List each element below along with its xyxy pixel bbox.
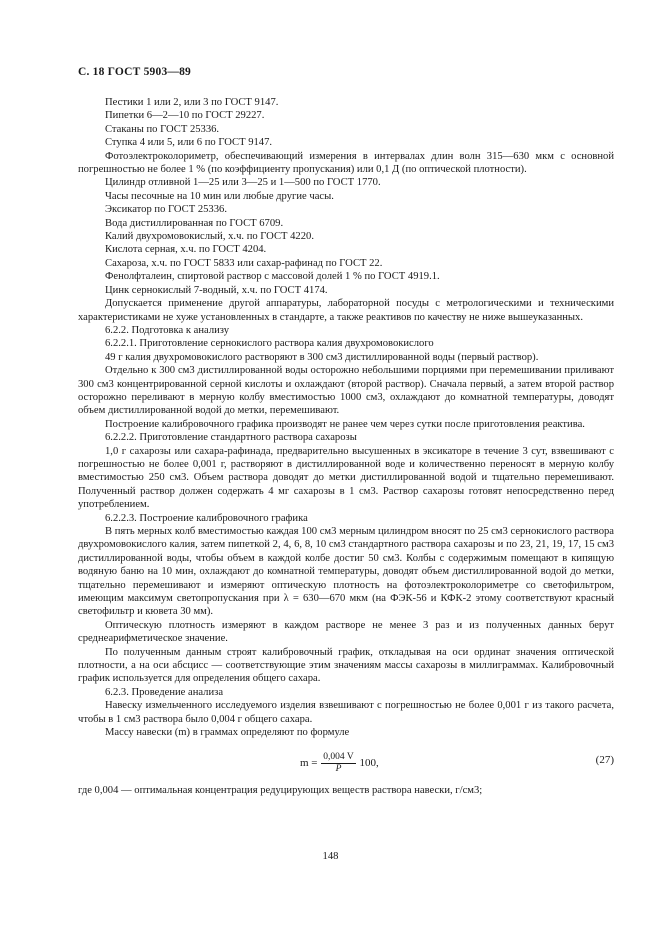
section-heading: 6.2.2.2. Приготовление стандартного раствора сахарозы: [105, 432, 357, 444]
section-heading: 6.2.3. Проведение анализа: [105, 686, 224, 698]
page-header: С. 18 ГОСТ 5903—89: [78, 66, 191, 78]
formula-rhs: 100,: [359, 756, 379, 769]
paragraph: Построение калибровочного графика производят не ранее чем через сутки после приготовления реактива.: [105, 418, 585, 430]
formula-27: [78, 744, 614, 778]
paragraph: 49 г калия двухромовокислого растворяют в 300 см3 дистиллированной воды (первый раствор).: [105, 351, 539, 363]
formula-number: (27): [595, 753, 614, 766]
section-heading: 6.2.2.1. Приготовление сернокислого раствора калия двухромовокислого: [105, 338, 434, 350]
paragraph: Фотоэлектроколориметр, обеспечивающий измерения в интервалах длин волн 315—630 мкм с основной погрешностью не более 1 % (по коэффициенту пропускания) или 0,1 Д (по оптической плотности).: [78, 150, 614, 176]
paragraph: Пипетки 6—2—10 по ГОСТ 29227.: [105, 110, 265, 122]
paragraph: Допускается применение другой аппаратуры, лабораторной посуды с метрологическими и техническими характеристиками не хуже установленных в стандарте, а также реактивов по качеству не ниже вышеуказанных.: [78, 298, 614, 323]
formula-fraction: [321, 752, 355, 775]
formula-explanation: где 0,004 — оптимальная концентрация редуцирующих веществ раствора навески, г/см3;: [78, 784, 483, 796]
paragraph: Оптическую плотность измеряют в каждом растворе не менее 3 раз и из полученных данных берут среднеарифметическое значение.: [78, 619, 614, 645]
paragraph: В пять мерных колб вместимостью каждая 100 см3 мерным цилиндром вносят по 25 см3 сернокислого раствора двухромовокислого калия, затем пипеткой 2, 4, 6, 8, 10 см3 стандартного раствора сахарозы и по 23, 21, 19, 17, 15 см3 дистиллированной воды, чтобы объем в каждой колбе достиг 50 см3. Колбы с содержимым помещают в кипящую водяную баню на 10 мин, охлаждают до комнатной температуры, доводят объем дистиллированной водой до метки, тщательно перемешивают и измеряют оптическую плотность на фотоэлектроколориметре со светофильтром, имеющим максимум светопропускания при λ = 630—670 мкм (на ФЭК-56 и КФК-2 этому соответствуют красный светофильтр и кювета 30 мм).: [78, 526, 614, 618]
paragraph: Цилиндр отливной 1—25 или 3—25 и 1—500 по ГОСТ 1770.: [105, 177, 381, 189]
page-number: 148: [322, 851, 339, 862]
paragraph: Вода дистиллированная по ГОСТ 6709.: [105, 217, 284, 229]
paragraph: Эксикатор по ГОСТ 25336.: [105, 204, 227, 216]
paragraph: Ступка 4 или 5, или 6 по ГОСТ 9147.: [105, 137, 273, 149]
paragraph: По полученным данным строят калибровочный график, откладывая на оси ординат значения оптической плотности, а на оси абсцисс — соответствующие этим значениям массы сахарозы в миллиграммах. Калибровочный график используется для определения общего сахара.: [78, 646, 614, 685]
section-heading: 6.2.2.3. Построение калибровочного графика: [105, 512, 308, 524]
paragraph: Пестики 1 или 2, или 3 по ГОСТ 9147.: [105, 97, 279, 108]
formula-denominator: P: [335, 763, 342, 774]
formula-numerator: 0,004 V: [323, 751, 354, 762]
paragraph: 1,0 г сахарозы или сахара-рафинада, предварительно высушенных в эксикаторе в течение 3 сут, взвешивают с погрешностью не более 0,001 г, растворяют в дистиллированной воде и количественно переносят в мерную колбу вместимостью 250 см3. Объем раствора доводят до метки дистиллированной водой и тщательно перемешивают. Полученный раствор должен содержать 4 мг сахарозы в 1 см3. Раствор сахарозы готовят непосредственно перед употреблением.: [78, 445, 614, 511]
paragraph: Сахароза, х.ч. по ГОСТ 5833 или сахар-рафинад по ГОСТ 22.: [105, 257, 383, 269]
paragraph: Часы песочные на 10 мин или любые другие часы.: [105, 190, 334, 202]
formula-lhs: m =: [300, 756, 318, 769]
paragraph: Массу навески (m) в граммах определяют по формуле: [105, 727, 350, 739]
paragraph: Цинк сернокислый 7-водный, х.ч. по ГОСТ 4174.: [105, 284, 328, 296]
paragraph: Калий двухромовокислый, х.ч. по ГОСТ 4220.: [105, 231, 314, 243]
paragraph: Кислота серная, х.ч. по ГОСТ 4204.: [105, 244, 267, 256]
formula-expression: [300, 752, 379, 775]
paragraph: Фенолфталеин, спиртовой раствор с массовой долей 1 % по ГОСТ 4919.1.: [105, 271, 440, 283]
paragraph: Навеску измельченного исследуемого изделия взвешивают с погрешностью не более 0,001 г из такого расчета, чтобы в 1 см3 раствора было 0,004 г общего сахара.: [78, 700, 614, 725]
document-body: [78, 96, 614, 797]
paragraph: Отдельно к 300 см3 дистиллированной воды осторожно небольшими порциями при перемешивании приливают 300 см3 концентрированной серной кислоты и охлаждают (второй раствор). Сначала первый, а затем второй раствор осторожно переливают в мерную колбу вместимостью 1000 см3, охлаждают до комнатной температуры, доводят объем дистиллированной водой до метки, перемешивают.: [78, 365, 614, 417]
paragraph: Стаканы по ГОСТ 25336.: [105, 123, 220, 135]
section-heading: 6.2.2. Подготовка к анализу: [105, 324, 230, 336]
